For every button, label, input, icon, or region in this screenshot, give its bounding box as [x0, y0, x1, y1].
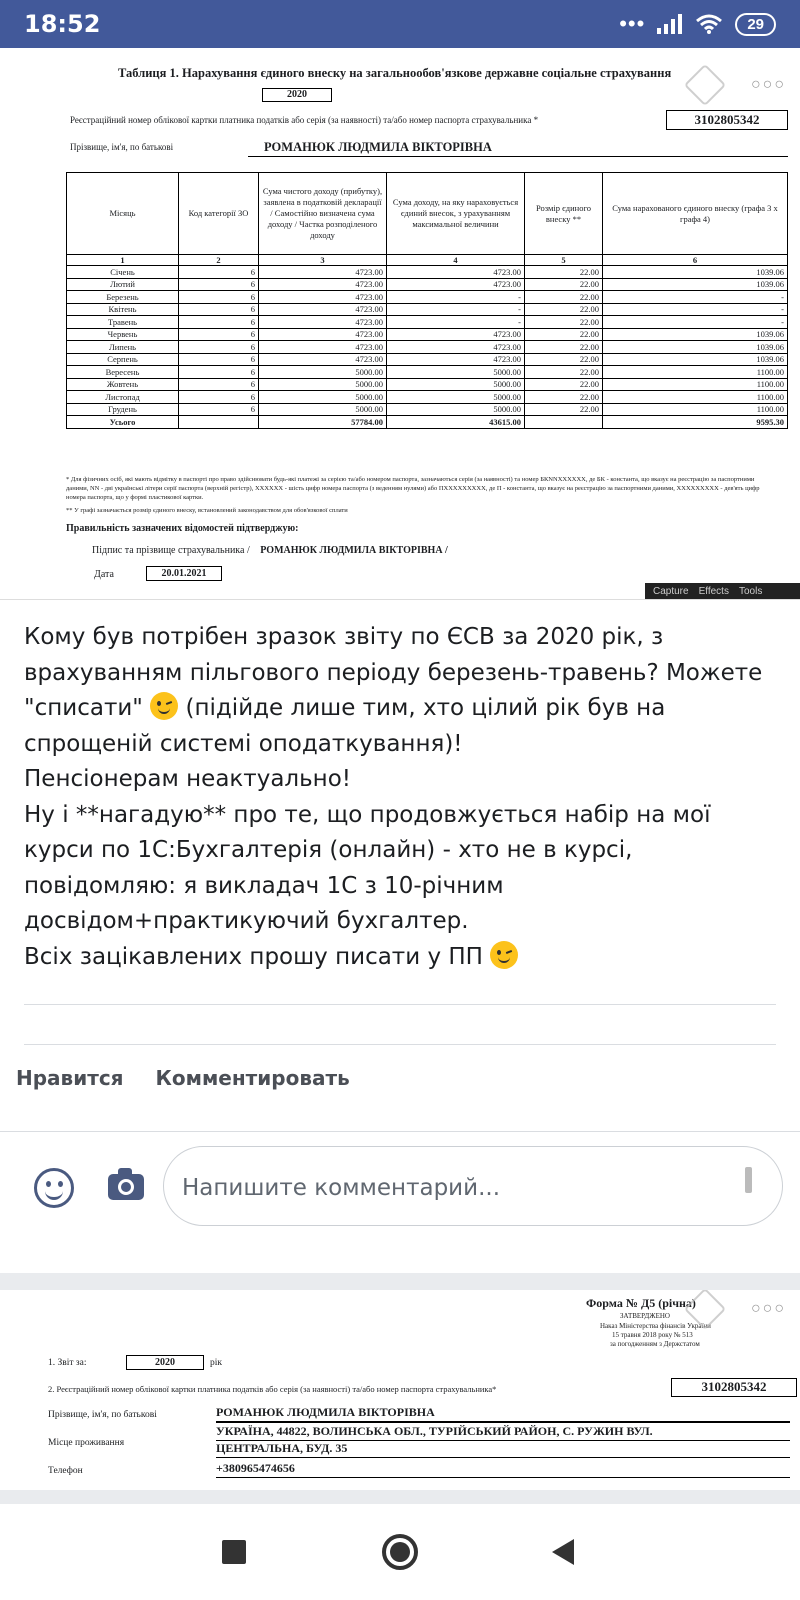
table-cell: 5000.00 [259, 391, 387, 404]
col-number: 3 [259, 255, 387, 266]
table-cell: 5000.00 [259, 378, 387, 391]
table-cell: 22.00 [525, 403, 603, 416]
table-cell: 4723.00 [387, 353, 525, 366]
table-row [67, 316, 788, 329]
table-cell: 6 [179, 341, 259, 354]
table-cell: Червень [67, 328, 179, 341]
table-cell: 1100.00 [603, 366, 788, 379]
year-unit: рік [210, 1358, 223, 1368]
table-cell: Січень [67, 266, 179, 279]
table-row [67, 341, 788, 354]
table-cell: 22.00 [525, 391, 603, 404]
table-cell: 5000.00 [387, 403, 525, 416]
table-cell: Листопад [67, 391, 179, 404]
comment-composer [0, 1146, 800, 1236]
home-button[interactable] [382, 1534, 418, 1570]
table-cell: 6 [179, 328, 259, 341]
reg-label: 2. Реєстраційний номер облікової картки платника податків або серія (за наявності) та/або номер паспорта страхувальника* [48, 1384, 497, 1394]
table-cell: Грудень [67, 403, 179, 416]
table-cell: - [387, 303, 525, 316]
date-label: Дата [94, 569, 114, 580]
table-cell: 1039.06 [603, 341, 788, 354]
capture-tool[interactable]: Capture [653, 585, 689, 597]
phone-label: Телефон [48, 1466, 83, 1476]
table-cell: - [387, 316, 525, 329]
post-actions [16, 1066, 350, 1090]
table-cell: 57784.00 [259, 416, 387, 429]
recent-apps-button[interactable] [222, 1540, 246, 1564]
table-cell: - [603, 316, 788, 329]
tag-icon[interactable] [684, 64, 726, 106]
clock: 18:52 [24, 10, 101, 38]
name-value: РОМАНЮК ЛЮДМИЛА ВІКТОРІВНА [216, 1404, 790, 1422]
address-line-1: УКРАЇНА, 44822, ВОЛИНСЬКА ОБЛ., ТУРІЙСЬКИЙ РАЙОН, С. РУЖИН ВУЛ. [216, 1422, 790, 1441]
footnote-2: ** У графі зазначається розмір єдиного внеску, встановлений законодавством для обов'язкової сплати [66, 507, 348, 514]
table-cell: 6 [179, 266, 259, 279]
table-cell: Липень [67, 341, 179, 354]
post-line-5: Всіх зацікавлених прошу писати у ПП [24, 943, 483, 970]
table-cell: 4723.00 [259, 328, 387, 341]
table-cell: Вересень [67, 366, 179, 379]
back-button[interactable] [552, 1539, 574, 1565]
wink-emoji-icon [150, 692, 178, 720]
col-header: Сума чистого доходу (прибутку), заявлена в податковій декларації / Самостійно визначена сума доходу / Частка розподіленого доходу [259, 173, 387, 255]
effects-tool[interactable]: Effects [698, 585, 729, 597]
table-cell: 4723.00 [259, 291, 387, 304]
col-number: 1 [67, 255, 179, 266]
order-line-1: Наказ Міністерства фінансів України [600, 1322, 711, 1330]
table-cell: - [603, 291, 788, 304]
table-cell: 4723.00 [259, 278, 387, 291]
table-cell: 5000.00 [259, 403, 387, 416]
col-header: Сума доходу, на яку нараховується єдиний внесок, з урахуванням максимальної величини [387, 173, 525, 255]
table-cell: Лютий [67, 278, 179, 291]
table-cell: 5000.00 [387, 366, 525, 379]
col-header: Сума нарахованого єдиного внеску (графа 3 х графа 4) [603, 173, 788, 255]
table-cell: 6 [179, 278, 259, 291]
esv-table [66, 172, 788, 429]
sign-name: РОМАНЮК ЛЮДМИЛА ВІКТОРІВНА / [260, 545, 448, 556]
comment-input[interactable] [163, 1146, 783, 1226]
table-cell: 5000.00 [259, 366, 387, 379]
table-cell: 4723.00 [259, 303, 387, 316]
table-cell: 1100.00 [603, 378, 788, 391]
doc-title: Таблиця 1. Нарахування єдиного внеску на загальнообов'язкове державне соціальне страхування [118, 66, 672, 80]
name-value: РОМАНЮК ЛЮДМИЛА ВІКТОРІВНА [248, 137, 788, 157]
report-label: 1. Звіт за: [48, 1358, 87, 1368]
footnote-1: * Для фізичних осіб, які мають відмітку в паспорті про право здійснювати будь-які платежі за серією та/або номером паспорта, зазначаються серія (за наявності) та номер БКNNXXXXXX, де БК - константа, що вказує на реєстрацію за паспортними даними, NN - дві українські літери серії паспорта (верхній регістр), XXXXXX - шість цифр номера паспорта (з веденням нулями) або ПХХХХХХХХХ, де П - константа, що вказує на реєстрацію за паспортними даними, ХХХХХХХХХ - дев'ять цифр номера паспорта, що у формі пластикової картки. [66, 476, 760, 501]
post-image-d5-form[interactable] [0, 1290, 800, 1490]
table-row [67, 303, 788, 316]
date-value: 20.01.2021 [146, 566, 222, 581]
approved-text: ЗАТВЕРДЖЕНО [620, 1312, 670, 1320]
table-cell: - [603, 303, 788, 316]
table-cell: 6 [179, 303, 259, 316]
col-number: 6 [603, 255, 788, 266]
table-cell: 4723.00 [387, 266, 525, 279]
post-text [24, 620, 784, 975]
table-cell: 6 [179, 391, 259, 404]
table-cell: 1039.06 [603, 328, 788, 341]
table-row [67, 378, 788, 391]
col-header: Код категорії ЗО [179, 173, 259, 255]
table-row [67, 403, 788, 416]
table-row [67, 328, 788, 341]
col-number: 4 [387, 255, 525, 266]
table-cell: 1100.00 [603, 403, 788, 416]
divider [0, 1131, 800, 1132]
table-cell: 22.00 [525, 291, 603, 304]
more-options-icon[interactable]: ○○○ [751, 76, 786, 93]
divider [24, 1044, 776, 1045]
sign-label: Підпис та прізвище страхувальника / [92, 545, 250, 556]
table-cell: - [387, 291, 525, 304]
signature-line [92, 545, 448, 556]
wink-emoji-icon [490, 941, 518, 969]
reg-number: 3102805342 [666, 110, 788, 130]
order-line-2: 15 травня 2018 року № 513 [612, 1331, 693, 1339]
table-cell: 43615.00 [387, 416, 525, 429]
table-row [67, 278, 788, 291]
table-row [67, 266, 788, 279]
table-cell: 22.00 [525, 378, 603, 391]
reg-number: 3102805342 [671, 1378, 797, 1397]
confirm-text: Правильність зазначених відомостей підтверджую: [66, 523, 299, 534]
table-cell [525, 416, 603, 429]
table-cell: 22.00 [525, 303, 603, 316]
table-cell: 22.00 [525, 316, 603, 329]
table-cell: 1039.06 [603, 266, 788, 279]
image-editor-toolbar [645, 583, 800, 599]
table-cell: 22.00 [525, 341, 603, 354]
table-cell: 6 [179, 378, 259, 391]
camera-icon[interactable] [108, 1174, 144, 1200]
table-cell: 6 [179, 291, 259, 304]
table-cell: Серпень [67, 353, 179, 366]
table-row [67, 366, 788, 379]
table-cell: 22.00 [525, 278, 603, 291]
tools-tool[interactable]: Tools [738, 585, 763, 597]
battery-indicator: 29 [735, 13, 776, 36]
table-row [67, 416, 788, 429]
phone-value: +380965474656 [216, 1460, 790, 1478]
table-row [67, 291, 788, 304]
table-cell: 9595.30 [603, 416, 788, 429]
table-cell: 22.00 [525, 266, 603, 279]
table-cell: 4723.00 [387, 341, 525, 354]
form-title: Форма № Д5 (річна) [586, 1296, 696, 1310]
order-line-3: за погодженням з Держстатом [610, 1340, 700, 1348]
post-line-4: Ну і **нагадую** про те, що продовжується набір на мої курси по 1С:Бухгалтерія (онлайн) - хто не в курсі, повідомляю: я викладач 1С з 10-річним досвідом+практикуючий бухгалтер. [24, 801, 711, 934]
address-label: Місце проживання [48, 1438, 125, 1448]
table-cell: 4723.00 [259, 316, 387, 329]
report-year: 2020 [126, 1355, 204, 1370]
table-cell: Березень [67, 291, 179, 304]
table-cell: 6 [179, 353, 259, 366]
comment-placeholder: Напишите комментарий... [182, 1175, 501, 1201]
post-card [0, 48, 800, 1273]
wifi-icon [695, 13, 723, 35]
table-cell: 4723.00 [259, 341, 387, 354]
name-label: Прізвище, ім'я, по батькові [48, 1410, 157, 1420]
table-cell: 4723.00 [259, 266, 387, 279]
table-cell [179, 416, 259, 429]
table-cell: 1039.06 [603, 278, 788, 291]
table-cell: Травень [67, 316, 179, 329]
table-cell: 6 [179, 366, 259, 379]
table-cell: 4723.00 [387, 278, 525, 291]
table-row [67, 353, 788, 366]
col-header: Розмір єдиного внеску ** [525, 173, 603, 255]
col-number: 5 [525, 255, 603, 266]
table-cell: Усього [67, 416, 179, 429]
table-cell: 5000.00 [387, 378, 525, 391]
post-line-1: Кому був потрібен зразок звіту по ЄСВ за 2020 рік, з врахуванням пільгового періоду березень-травень? Можете "списати" [24, 624, 763, 721]
table-cell: 4723.00 [259, 353, 387, 366]
table-cell: 5000.00 [387, 391, 525, 404]
signal-icon [657, 14, 683, 34]
post-line-2: (підійде лише тим, хто цілий рік був на спрощеній системі оподаткування)! [24, 695, 666, 757]
reg-label: Реєстраційний номер облікової картки платника податків або серія (за наявності) та/або номер паспорта страхувальника * [70, 115, 539, 125]
table-cell: 4723.00 [387, 328, 525, 341]
post-image-esv-table[interactable] [0, 48, 800, 600]
table-cell: 1100.00 [603, 391, 788, 404]
table-cell: 22.00 [525, 328, 603, 341]
doc-year: 2020 [262, 88, 332, 102]
more-options-icon[interactable]: ○○○ [751, 1300, 786, 1317]
notification-dots-icon: ••• [619, 11, 646, 36]
like-button[interactable]: Нравится [16, 1066, 124, 1090]
navigation-bar [0, 1504, 800, 1600]
table-cell: 1039.06 [603, 353, 788, 366]
emoji-picker-icon[interactable] [34, 1168, 74, 1208]
name-label: Прізвище, ім'я, по батькові [70, 142, 174, 152]
comment-button[interactable]: Комментировать [155, 1066, 350, 1090]
table-cell: Квітень [67, 303, 179, 316]
table-cell: 22.00 [525, 353, 603, 366]
post-line-3: Пенсіонерам неактуально! [24, 766, 351, 792]
address-line-2: ЦЕНТРАЛЬНА, БУД. 35 [216, 1440, 790, 1458]
input-scroll-handle [745, 1167, 752, 1193]
table-cell: Жовтень [67, 378, 179, 391]
table-cell: 6 [179, 403, 259, 416]
table-row [67, 391, 788, 404]
table-cell: 6 [179, 316, 259, 329]
divider [24, 1004, 776, 1005]
col-number: 2 [179, 255, 259, 266]
table-cell: 22.00 [525, 366, 603, 379]
status-bar [0, 0, 800, 48]
col-header: Місяць [67, 173, 179, 255]
